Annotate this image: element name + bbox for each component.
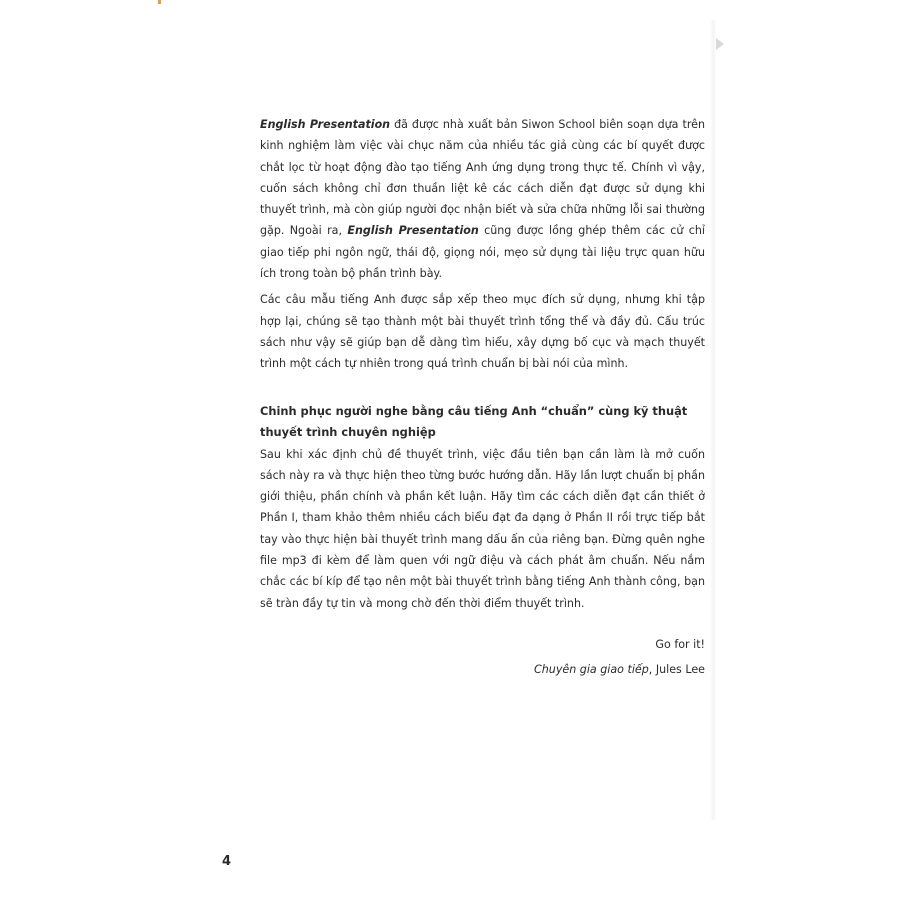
book-title-emphasis-2: English Presentation [347, 224, 479, 238]
corner-mark [158, 0, 161, 4]
sign-off-line: Go for it! [655, 637, 705, 651]
page-content [260, 114, 705, 682]
author-name: , Jules Lee [648, 662, 705, 676]
page-edge-shadow [710, 20, 716, 820]
sign-off [260, 632, 705, 682]
paragraph-structure: Các câu mẫu tiếng Anh được sắp xếp theo mục đích sử dụng, nhưng khi tập hợp lại, chúng sẽ tạo thành một bài thuyết trình tổng thể và đầy đủ. Cấu trúc sách như vậy sẽ giúp bạn dễ dàng tìm hiểu, xây dựng bố cục và mạch thuyết trình một cách tự nhiên trong quá trình chuẩn bị bài nói của mình. [260, 293, 705, 371]
paragraph-howto: Sau khi xác định chủ đề thuyết trình, việc đầu tiên bạn cần làm là mở cuốn sách này ra và thực hiện theo từng bước hướng dẫn. Hãy lần lượt chuẩn bị phần giới thiệu, phần chính và phần kết luận. Hãy tìm các cách diễn đạt cần thiết ở Phần I, tham khảo thêm nhiều cách biểu đạt đa dạng ở Phần II rồi trực tiếp bắt tay vào thực hiện bài thuyết trình mang dấu ấn của riêng bạn. Đừng quên nghe file mp3 đi kèm để làm quen với ngữ điệu và cách phát âm chuẩn. Nếu nắm chắc các bí kíp để tạo nên một bài thuyết trình bằng tiếng Anh thành công, bạn sẽ tràn đầy tự tin và mong chờ đến thời điểm thuyết trình. [260, 447, 705, 610]
paragraph-intro-text: đã được nhà xuất bản Siwon School biên soạn dựa trên kinh nghiệm làm việc vài chục năm của nhiều tác giả cùng các bí quyết được chắt lọc từ hoạt động đào tạo tiếng Anh ứng dụng trong thực tế. Chính vì vậy, cuốn sách không chỉ đơn thuần liệt kê các cách diễn đạt được sử dụng khi thuyết trình, mà còn giúp người đọc nhận biết và sửa chữa những lỗi sai thường gặp. Ngoài ra, [260, 118, 706, 238]
paragraph-intro [260, 114, 705, 284]
author-line [260, 657, 705, 682]
section-heading: Chinh phục người nghe bằng câu tiếng Anh “chuẩn” cùng kỹ thuật thuyết trình chuyên nghiệp [260, 403, 688, 440]
paragraph-intro-end: cũng được lồng ghép thêm các cử chỉ giao tiếp phi ngôn ngữ, thái độ, giọng nói, mẹo sử dụng tài liệu trực quan hữu ích trong toàn bộ phần trình bày. [260, 224, 705, 281]
author-role: Chuyên gia giao tiếp [534, 662, 649, 676]
page-number: 4 [222, 854, 232, 869]
book-title-emphasis: English Presentation [260, 118, 391, 131]
edge-notch [716, 38, 724, 50]
